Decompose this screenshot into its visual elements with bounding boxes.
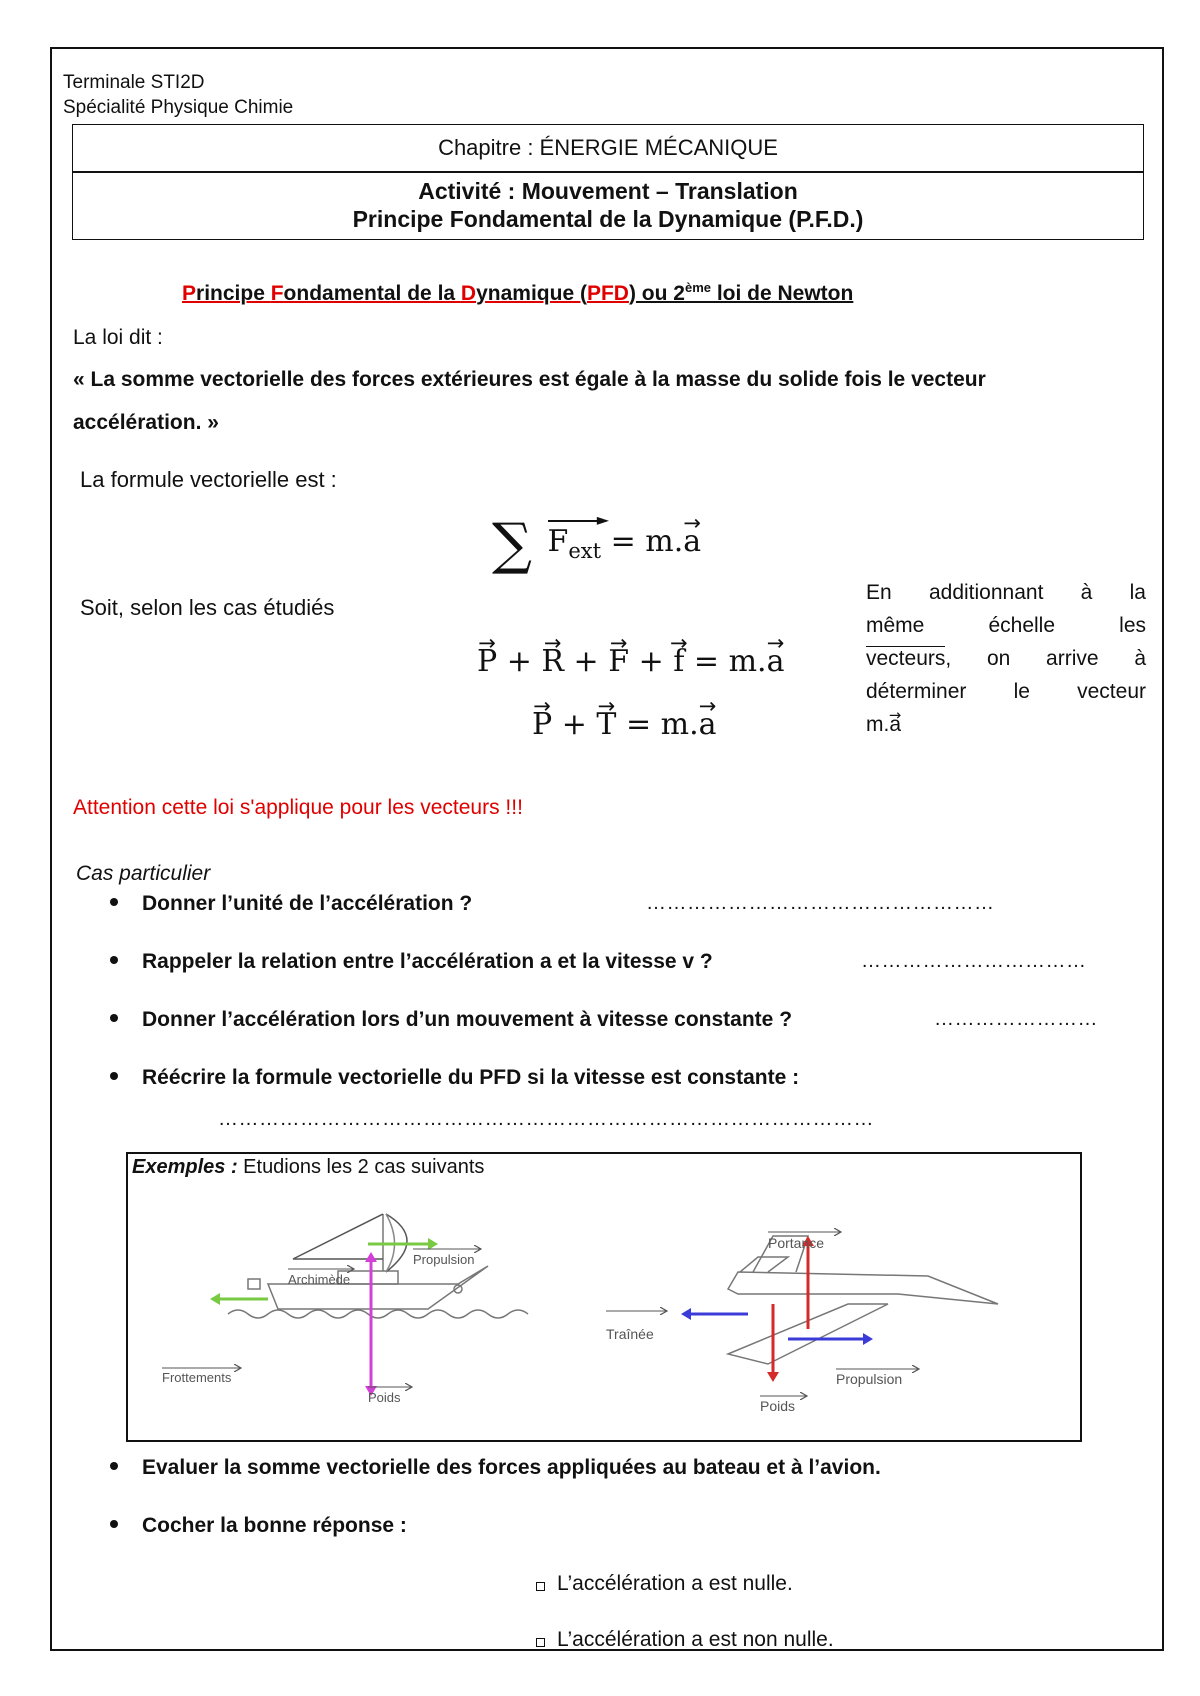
question-4: Réécrire la formule vectorielle du PFD si la vitesse est constante : xyxy=(110,1066,799,1090)
boat-sail xyxy=(293,1214,383,1259)
formula-label: La formule vectorielle est : xyxy=(80,467,337,492)
answer-line-2[interactable]: …………………………… xyxy=(861,950,1087,972)
label-boat-archimede: Archimède xyxy=(288,1272,351,1287)
activity-title-box xyxy=(72,172,1144,240)
label-plane-propulsion: Propulsion xyxy=(836,1371,903,1387)
plane-fuselage xyxy=(728,1272,998,1304)
answer-line-4[interactable]: …………………………………………………………………………………… xyxy=(218,1108,874,1130)
formula-case-1: → P + → R + → F + → f = m.→ a xyxy=(477,644,784,679)
question-2: Rappeler la relation entre l’accélération a et la vitesse v ? xyxy=(110,950,713,974)
label-plane-trainee: Traînée xyxy=(606,1326,654,1342)
examples-illustration xyxy=(128,1154,1079,1439)
side-note: En additionnant à la même échelle les vecteurs, on arrive à déterminer le vecteur m.→ a xyxy=(866,576,1146,741)
activity-title: Activité : Mouvement – Translation xyxy=(418,178,798,204)
header-subject: Spécialité Physique Chimie xyxy=(63,97,294,118)
label-boat-frottements: Frottements xyxy=(162,1370,232,1385)
examples-title: Exemples : Etudions les 2 cas suivants xyxy=(132,1156,485,1178)
label-boat-poids: Poids xyxy=(368,1390,401,1405)
pfd-heading-newton: ou 2ème loi de Newton xyxy=(635,280,854,305)
formula-case-2: → P + → T = m.→ a xyxy=(532,707,717,742)
question-1: Donner l’unité de l’accélération ? xyxy=(110,892,472,916)
answer-line-3[interactable]: …………………… xyxy=(934,1008,1098,1030)
cas-particulier-heading: Cas particulier xyxy=(76,862,211,885)
boat-drawing xyxy=(228,1214,528,1318)
pfd-heading-main: Principe Fondamental de la Dynamique (PFD xyxy=(182,282,629,305)
task-check: Cocher la bonne réponse : xyxy=(110,1514,407,1538)
law-statement-line1: « La somme vectorielle des forces extérieures est égale à la masse du solide fois le vecteur xyxy=(73,368,986,391)
activity-subtitle: Principe Fondamental de la Dynamique (P.F.D.) xyxy=(352,206,864,232)
examples-box xyxy=(126,1152,1082,1442)
label-boat-propulsion: Propulsion xyxy=(413,1252,475,1267)
header-class: Terminale STI2D xyxy=(63,72,205,93)
question-3: Donner l’accélération lors d’un mouvement à vitesse constante ? xyxy=(110,1008,792,1032)
task-evaluate: Evaluer la somme vectorielle des forces appliquées au bateau et à l’avion. xyxy=(110,1456,881,1480)
choice-zero-acceleration[interactable]: L’accélération a est nulle. xyxy=(536,1572,793,1596)
choice-nonzero-acceleration[interactable]: L’accélération a est non nulle. xyxy=(536,1628,834,1652)
law-statement-line2: accélération. » xyxy=(73,411,219,434)
answer-line-1[interactable]: …………………………………………… xyxy=(646,892,995,914)
label-plane-portance: Portance xyxy=(768,1235,825,1251)
law-intro: La loi dit : xyxy=(73,326,163,349)
pfd-heading: Principe Fondamental de la Dynamique (PFD) ou 2ème loi de Newton xyxy=(182,280,854,305)
f-ext-vector: ► $F_{ext}$ xyxy=(547,510,610,563)
checkbox-nonzero[interactable] xyxy=(536,1638,545,1647)
warning-text: Attention cette loi s'applique pour les vecteurs !!! xyxy=(73,796,523,819)
checkbox-zero[interactable] xyxy=(536,1582,545,1591)
formula-main: ∑ ► $F_{ext} = m.\to a$ xyxy=(492,512,701,577)
label-plane-poids: Poids xyxy=(760,1398,796,1414)
chapter-title: Chapitre : ÉNERGIE MÉCANIQUE xyxy=(72,124,1144,172)
cases-label: Soit, selon les cas étudiés xyxy=(80,595,335,620)
waves xyxy=(228,1310,528,1318)
plane-stabilizer xyxy=(740,1257,788,1272)
